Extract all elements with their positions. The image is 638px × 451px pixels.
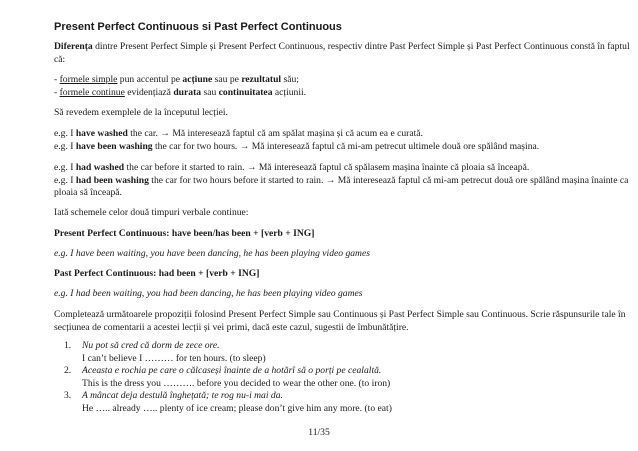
intro-paragraph: [54, 41, 630, 66]
intro-text: dintre Present Perfect Simple și Present Perfect Continuous, respectiv dintre Past Perfect Simple și Past Perfect Continuous constă în faptul: [92, 41, 630, 52]
revisit-text: Să revedem exemplele de la începutul lecției.: [54, 107, 228, 118]
rule-text: său;: [281, 74, 299, 85]
exercise-english: This is the dress you ………. before you decided to wear the other one. (to iron): [82, 377, 391, 389]
example-line-continued: ploaia să înceapă.: [54, 187, 122, 198]
exercise-romanian: A mâncat deja destulă înghețată; te rog nu-i mai da.: [82, 390, 283, 401]
exercise-romanian: Aceasta e rochia pe care o călcaseși înainte de a hotărî să o porți pe cealaltă.: [82, 365, 382, 376]
exercise-item-english: [54, 353, 614, 366]
example-text: the car before it started to rain. → Mă interesează faptul că spălasem mașina înainte că ploaia să înceapă.: [124, 162, 530, 173]
exercise-number: 2.: [64, 365, 72, 376]
rule-continuous: [54, 87, 616, 100]
rule-simple: [54, 74, 616, 87]
rule-text: pun accentul pe: [117, 74, 183, 85]
example-prefix: e.g. I: [54, 128, 76, 139]
page-title: Present Perfect Continuous si Past Perfect Continuous: [54, 21, 342, 33]
rule-keyword: continuitatea: [218, 86, 273, 98]
exercise-english: I can’t believe I ……… for ten hours. (to sleep): [82, 352, 266, 364]
example-prefix: e.g. I: [54, 140, 76, 152]
example-prefix: e.g. I: [54, 174, 76, 186]
ppc-example: e.g. I have been waiting, you have been dancing, he has been playing video games: [54, 248, 370, 259]
example-text: the car for two hours. → Mă interesează faptul că mi-am petrecut ultimele două ore spălând mașina.: [152, 140, 540, 152]
example-prefix: e.g. I: [54, 162, 76, 173]
rule-simple-term: formele simple: [59, 74, 118, 85]
example-text: the car for two hours before it started to rain. → Mă interesează faptul că mi-am petrecut două ore spălând mașina înainte ca: [148, 174, 629, 186]
instructions-line: secțiunea de comentarii a acestei lecții și vei primi, dacă este cazul, sugestii de îmbunătățire.: [54, 321, 409, 333]
present-examples: [54, 128, 616, 153]
example-verb: had been washing: [75, 174, 149, 186]
exercise-romanian: Nu pot să cred că dorm de zece ore.: [82, 340, 220, 351]
rule-continuous-term: formele continue: [59, 86, 125, 98]
example-verb: have been washing: [75, 140, 153, 152]
exercise-item: [54, 390, 614, 403]
example-line: [54, 128, 616, 141]
exercise-item-english: [54, 378, 614, 391]
exercise-number: 3.: [64, 390, 72, 401]
rule-dash: -: [54, 86, 60, 98]
example-verb: have washed: [75, 128, 128, 139]
instructions: [54, 309, 626, 334]
example-verb: had washed: [75, 162, 125, 173]
exercise-list: [54, 340, 614, 415]
rule-keyword: durata: [173, 86, 202, 98]
ppc-formula: Present Perfect Continuous: have been/has been + [verb + ING]: [54, 228, 315, 239]
rule-text: evidențiază: [124, 86, 174, 98]
instructions-line: Completează următoarele propoziții folosind Present Perfect Simple sau Continuous și Past Perfect Simple sau Continuous. Scrie răspunsurile tale în: [54, 309, 626, 320]
intro-text-line2: că:: [54, 53, 66, 65]
rule-text: sau: [201, 86, 219, 98]
rules-list: [54, 74, 616, 99]
rule-keyword: acțiune: [182, 74, 213, 85]
example-line: [54, 141, 616, 154]
rule-dash: -: [54, 74, 60, 85]
example-line: [54, 174, 629, 188]
past-examples: [54, 162, 629, 200]
pastpc-example: e.g. I had been waiting, you had been dancing, he has been playing video games: [54, 288, 363, 299]
example-line: [54, 162, 616, 175]
pastpc-formula: Past Perfect Continuous: had been + [verb + ING]: [54, 268, 260, 279]
intro-lead: Diferența: [54, 41, 93, 52]
exercise-item: [54, 340, 614, 353]
example-text: the car. → Mă interesează faptul că am spălat mașina și că acum ea e curată.: [127, 128, 423, 139]
rule-keyword: rezultatul: [241, 74, 282, 85]
exercise-item-english: [54, 403, 614, 416]
exercise-item: [54, 365, 614, 378]
exercise-number: 1.: [64, 340, 72, 351]
rule-text: acțiunii.: [272, 86, 307, 98]
schemes-intro: Iată schemele celor două timpuri verbale continue:: [54, 207, 249, 218]
exercise-english: He ….. already ….. plenty of ice cream; please don’t give him any more. (to eat): [82, 402, 392, 414]
page-number: 11/35: [308, 427, 330, 438]
rule-text: sau pe: [212, 74, 242, 85]
